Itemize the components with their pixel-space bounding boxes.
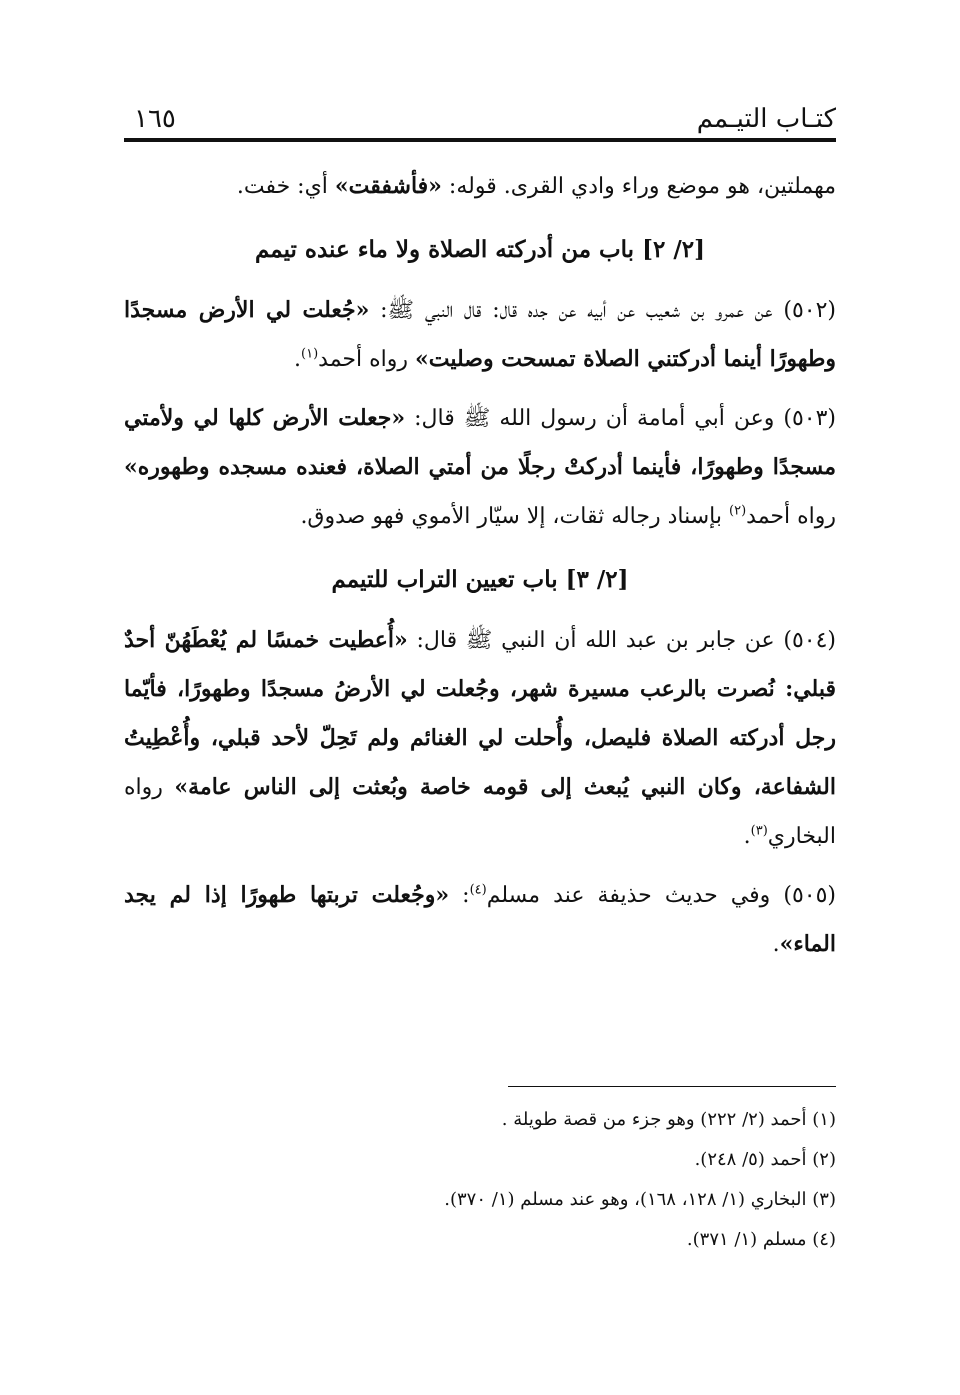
footnotes xyxy=(124,1100,836,1260)
footnote-2: (٢) أحمد (٥/ ٢٤٨). xyxy=(694,1149,836,1170)
intro-paragraph xyxy=(124,162,836,211)
hadith-505 xyxy=(124,871,836,969)
hadith-504 xyxy=(124,616,836,861)
footnote-ref-3: (٣) xyxy=(750,823,768,839)
hadith-503-end: بإسناد رجاله ثقات، إلا سيّار الأموي فهو صدوق. xyxy=(300,504,729,529)
chapter-heading-2: [٢/ ٣] باب تعيين التراب للتيمم xyxy=(331,566,629,593)
running-header xyxy=(124,98,836,142)
hadith-504-text: «أُعطيت خمسًا لم يُعْطَهُنّ أحدٌ قبلي: نُصرت بالرعب مسيرة شهر، وجُعلت لي الأرضُ مسجدًا وطهورًا، فأيّما رجل أدركته الصلاة فليصل، وأُحلت لي الغنائم ولم تَحِلّ لأحد قبلي، وأُعْطِيتُ الشفاعة، وكان النبي يُبعث إلى قومه خاصة وبُعثت إلى الناس عامة» xyxy=(124,627,836,800)
main-text xyxy=(124,162,836,969)
hadith-505-text: «وجُعلت تربتها طهورًا إذا لم يجد الماء» xyxy=(124,882,836,957)
hadith-505-colon: : xyxy=(449,883,470,908)
hadith-502-chain: (٥٠٢) عن عمرو بن شعيب عن أبيه عن جده قال: قال النبي ﷺ: xyxy=(369,298,836,323)
book-title: كتـاب التيـمم xyxy=(696,104,836,134)
hadith-502 xyxy=(124,286,836,384)
footnote-ref-2: (٢) xyxy=(729,503,747,519)
hadith-503-chain: (٥٠٣) وعن أبي أمامة أن رسول الله ﷺ قال: xyxy=(405,406,836,431)
hadith-504-source: رواه البخاري xyxy=(124,775,836,849)
hadith-503-text: «جعلت الأرض كلها لي ولأمتي مسجدًا وطهورًا، فأينما أدركتْ رجلًا من أمتي الصلاة، فعنده مسجده وطهوره» xyxy=(124,405,836,480)
hadith-504-chain: (٥٠٤) عن جابر بن عبد الله أن النبي ﷺ قال: xyxy=(407,628,836,653)
footnote-4: (٤) مسلم (١/ ٣٧١). xyxy=(686,1229,836,1250)
hadith-502-end: . xyxy=(294,347,301,372)
hadith-503-source: رواه أحمد xyxy=(746,504,836,529)
hadith-505-chain: (٥٠٥) وفي حديث حذيفة عند مسلم xyxy=(486,883,836,908)
page-number: ١٦٥ xyxy=(134,104,176,134)
intro-text: مهملتين، هو موضع وراء وادي القرى. قوله: xyxy=(441,174,836,199)
footnote-ref-4: (٤) xyxy=(469,882,487,898)
hadith-502-source: رواه أحمد xyxy=(318,347,415,372)
chapter-heading-1: [٢/ ٢] باب من أدركته الصلاة ولا ماء عنده تيمم xyxy=(254,236,706,263)
footnote-1: (١) أحمد (٢/ ٢٢٢) وهو جزء من قصة طويلة . xyxy=(501,1109,836,1130)
hadith-504-end: . xyxy=(743,824,751,849)
footnote-ref-1: (١) xyxy=(301,346,319,362)
hadith-503 xyxy=(124,394,836,541)
intro-quote: «فأشفقت» xyxy=(334,173,442,199)
footnote-3: (٣) البخاري (١/ ١٢٨، ١٦٨)، وهو عند مسلم (١/ ٣٧٠). xyxy=(444,1189,836,1210)
hadith-502-text: «جُعلت لي الأرض مسجدًا وطهورًا أينما أدركتني الصلاة تمسحت وصليت» xyxy=(124,297,836,372)
hadith-505-end: . xyxy=(772,932,780,957)
footnote-divider xyxy=(508,1086,836,1087)
intro-tail: أي: خفت. xyxy=(236,174,335,199)
